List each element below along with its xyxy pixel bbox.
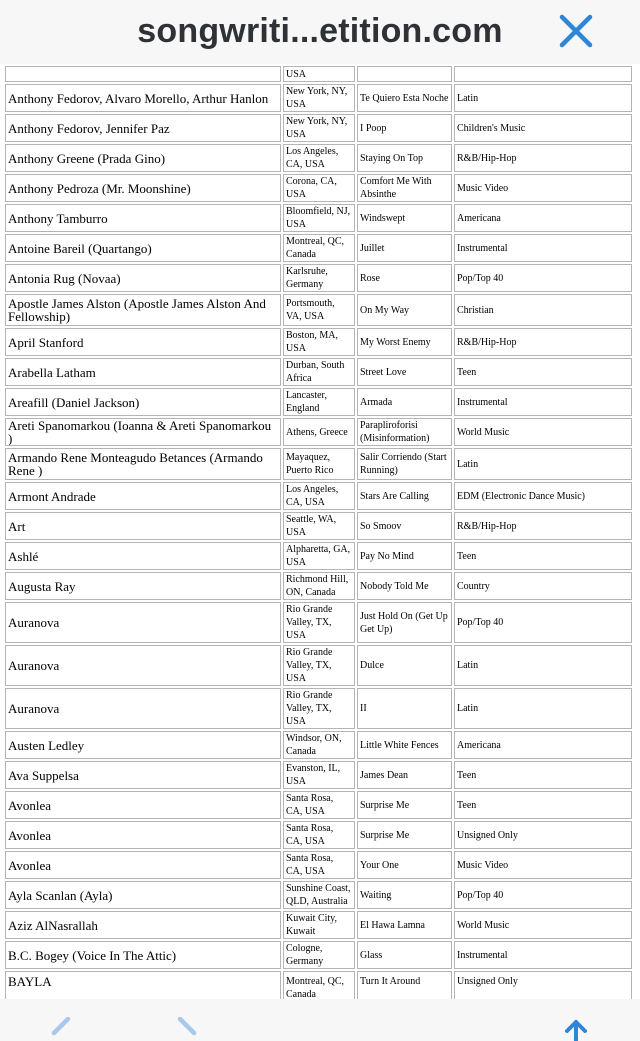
- song-title: Pay No Mind: [357, 542, 452, 570]
- song-category: World Music: [454, 418, 632, 446]
- entrant-name: Arabella Latham: [5, 358, 281, 386]
- entrant-name: Armont Andrade: [5, 482, 281, 510]
- song-category: Pop/Top 40: [454, 602, 632, 643]
- table-row: [5, 144, 632, 172]
- table-row: [5, 911, 632, 939]
- close-icon: [559, 14, 593, 48]
- entrant-name: Auranova: [5, 645, 281, 686]
- entrant-name: Areti Spanomarkou (Ioanna & Areti Spanomarkou ): [5, 418, 281, 446]
- table-row: [5, 941, 632, 969]
- table-row-partial: [5, 66, 632, 82]
- entrant-location: Rio Grande Valley, TX, USA: [283, 688, 355, 729]
- close-button[interactable]: [552, 8, 600, 54]
- winners-table: [3, 64, 634, 999]
- entrant-name: Anthony Fedorov, Alvaro Morello, Arthur Hanlon: [5, 84, 281, 112]
- song-title: Juillet: [357, 234, 452, 262]
- entrant-name: BAYLA: [5, 971, 281, 999]
- song-category: R&B/Hip-Hop: [454, 144, 632, 172]
- song-title: My Worst Enemy: [357, 328, 452, 356]
- entrant-location: Lancaster, England: [283, 388, 355, 416]
- share-icon[interactable]: [556, 1017, 596, 1041]
- entrant-name: Ashlé: [5, 542, 281, 570]
- entrant-location: Bloomfield, NJ, USA: [283, 204, 355, 232]
- entrant-location: Rio Grande Valley, TX, USA: [283, 602, 355, 643]
- entrant-name: Anthony Fedorov, Jennifer Paz: [5, 114, 281, 142]
- song-category: Music Video: [454, 174, 632, 202]
- table-row: [5, 512, 632, 540]
- entrant-name: [5, 66, 281, 82]
- song-title: Waiting: [357, 881, 452, 909]
- entrant-name: Apostle James Alston (Apostle James Alston And Fellowship): [5, 294, 281, 326]
- song-title: II: [357, 688, 452, 729]
- song-title: Rose: [357, 264, 452, 292]
- browser-toolbar: [0, 999, 640, 1041]
- song-title: Your One: [357, 851, 452, 879]
- song-category: Latin: [454, 645, 632, 686]
- entrant-name: Aziz AlNasrallah: [5, 911, 281, 939]
- entrant-location: Rio Grande Valley, TX, USA: [283, 645, 355, 686]
- entrant-name: Austen Ledley: [5, 731, 281, 759]
- chevron-right-icon[interactable]: [168, 1017, 208, 1041]
- song-title: On My Way: [357, 294, 452, 326]
- table-row: [5, 204, 632, 232]
- song-title: Nobody Told Me: [357, 572, 452, 600]
- song-category: Americana: [454, 731, 632, 759]
- song-title: Windswept: [357, 204, 452, 232]
- song-title: Te Quiero Esta Noche: [357, 84, 452, 112]
- song-category: Country: [454, 572, 632, 600]
- song-category: Latin: [454, 688, 632, 729]
- entrant-location: Montreal, QC, Canada: [283, 971, 355, 999]
- entrant-location: Los Angeles, CA, USA: [283, 482, 355, 510]
- page-url-title[interactable]: songwriti...etition.com: [137, 12, 503, 50]
- entrant-name: Anthony Pedroza (Mr. Moonshine): [5, 174, 281, 202]
- entrant-location: Windsor, ON, Canada: [283, 731, 355, 759]
- song-category: Instrumental: [454, 941, 632, 969]
- song-title: Surprise Me: [357, 821, 452, 849]
- song-title: Glass: [357, 941, 452, 969]
- song-title: Surprise Me: [357, 791, 452, 819]
- entrant-location: Corona, CA, USA: [283, 174, 355, 202]
- table-row: [5, 328, 632, 356]
- entrant-name: Auranova: [5, 602, 281, 643]
- entrant-location: Cologne, Germany: [283, 941, 355, 969]
- entrant-name: Ava Suppelsa: [5, 761, 281, 789]
- song-title: Staying On Top: [357, 144, 452, 172]
- song-title: Dulce: [357, 645, 452, 686]
- song-title: [357, 66, 452, 82]
- song-category: Unsigned Only: [454, 971, 632, 999]
- table-row: [5, 791, 632, 819]
- song-category: Teen: [454, 791, 632, 819]
- song-title: Armada: [357, 388, 452, 416]
- entrant-name: Auranova: [5, 688, 281, 729]
- table-row: [5, 358, 632, 386]
- entrant-name: Antonia Rug (Novaa): [5, 264, 281, 292]
- entrant-location: Durban, South Africa: [283, 358, 355, 386]
- entrant-name: B.C. Bogey (Voice In The Attic): [5, 941, 281, 969]
- song-category: EDM (Electronic Dance Music): [454, 482, 632, 510]
- song-category: Unsigned Only: [454, 821, 632, 849]
- entrant-location: Kuwait City, Kuwait: [283, 911, 355, 939]
- song-category: Pop/Top 40: [454, 881, 632, 909]
- entrant-name: Ayla Scanlan (Ayla): [5, 881, 281, 909]
- song-category: Instrumental: [454, 234, 632, 262]
- entrant-name: Art: [5, 512, 281, 540]
- song-title: James Dean: [357, 761, 452, 789]
- song-category: Christian: [454, 294, 632, 326]
- entrant-location: Los Angeles, CA, USA: [283, 144, 355, 172]
- table-row: [5, 731, 632, 759]
- table-row: [5, 174, 632, 202]
- table-row: [5, 264, 632, 292]
- song-category: Teen: [454, 358, 632, 386]
- browser-address-bar: [0, 0, 640, 64]
- entrant-location: New York, NY, USA: [283, 84, 355, 112]
- table-row: [5, 294, 632, 326]
- song-title: Stars Are Calling: [357, 482, 452, 510]
- entrant-location: Evanston, IL, USA: [283, 761, 355, 789]
- song-title: Comfort Me With Absinthe: [357, 174, 452, 202]
- entrant-location: Athens, Greece: [283, 418, 355, 446]
- entrant-location: Seattle, WA, USA: [283, 512, 355, 540]
- song-category: Music Video: [454, 851, 632, 879]
- entrant-name: Antoine Bareil (Quartango): [5, 234, 281, 262]
- song-category: Pop/Top 40: [454, 264, 632, 292]
- song-category: R&B/Hip-Hop: [454, 512, 632, 540]
- song-category: Children's Music: [454, 114, 632, 142]
- entrant-location: USA: [283, 66, 355, 82]
- song-category: Americana: [454, 204, 632, 232]
- web-content[interactable]: [0, 64, 640, 999]
- song-category: Instrumental: [454, 388, 632, 416]
- entrant-location: Karlsruhe, Germany: [283, 264, 355, 292]
- song-category: Latin: [454, 448, 632, 480]
- entrant-name: Augusta Ray: [5, 572, 281, 600]
- entrant-location: Richmond Hill, ON, Canada: [283, 572, 355, 600]
- table-row: [5, 234, 632, 262]
- table-row: [5, 84, 632, 112]
- table-row: [5, 482, 632, 510]
- table-row: [5, 542, 632, 570]
- entrant-location: Santa Rosa, CA, USA: [283, 851, 355, 879]
- table-row: [5, 645, 632, 686]
- table-row: [5, 971, 632, 999]
- table-row: [5, 114, 632, 142]
- table-row: [5, 688, 632, 729]
- entrant-name: Avonlea: [5, 821, 281, 849]
- entrant-name: Areafill (Daniel Jackson): [5, 388, 281, 416]
- entrant-location: Alpharetta, GA, USA: [283, 542, 355, 570]
- entrant-name: Avonlea: [5, 791, 281, 819]
- entrant-location: New York, NY, USA: [283, 114, 355, 142]
- entrant-name: April Stanford: [5, 328, 281, 356]
- song-title: Street Love: [357, 358, 452, 386]
- entrant-name: Armando Rene Monteagudo Betances (Armando Rene ): [5, 448, 281, 480]
- table-row: [5, 761, 632, 789]
- song-category: Teen: [454, 542, 632, 570]
- song-category: [454, 66, 632, 82]
- song-title: El Hawa Lamna: [357, 911, 452, 939]
- table-row: [5, 821, 632, 849]
- song-title: I Poop: [357, 114, 452, 142]
- entrant-name: Anthony Tamburro: [5, 204, 281, 232]
- song-title: Turn It Around: [357, 971, 452, 999]
- table-row: [5, 602, 632, 643]
- table-row: [5, 388, 632, 416]
- entrant-location: Montreal, QC, Canada: [283, 234, 355, 262]
- table-row: [5, 572, 632, 600]
- song-category: Teen: [454, 761, 632, 789]
- table-row: [5, 448, 632, 480]
- entrant-name: Avonlea: [5, 851, 281, 879]
- song-title: So Smoov: [357, 512, 452, 540]
- table-row: [5, 881, 632, 909]
- table-row: [5, 851, 632, 879]
- entrant-location: Santa Rosa, CA, USA: [283, 821, 355, 849]
- song-title: Salir Corriendo (Start Running): [357, 448, 452, 480]
- song-category: Latin: [454, 84, 632, 112]
- chevron-left-icon[interactable]: [40, 1017, 80, 1041]
- song-title: Parapliroforisi (Misinformation): [357, 418, 452, 446]
- entrant-location: Portsmouth, VA, USA: [283, 294, 355, 326]
- song-category: R&B/Hip-Hop: [454, 328, 632, 356]
- entrant-location: Mayaquez, Puerto Rico: [283, 448, 355, 480]
- song-category: World Music: [454, 911, 632, 939]
- entrant-location: Boston, MA, USA: [283, 328, 355, 356]
- table-row: [5, 418, 632, 446]
- entrant-name: Anthony Greene (Prada Gino): [5, 144, 281, 172]
- song-title: Just Hold On (Get Up Get Up): [357, 602, 452, 643]
- entrant-location: Sunshine Coast, QLD, Australia: [283, 881, 355, 909]
- entrant-location: Santa Rosa, CA, USA: [283, 791, 355, 819]
- song-title: Little White Fences: [357, 731, 452, 759]
